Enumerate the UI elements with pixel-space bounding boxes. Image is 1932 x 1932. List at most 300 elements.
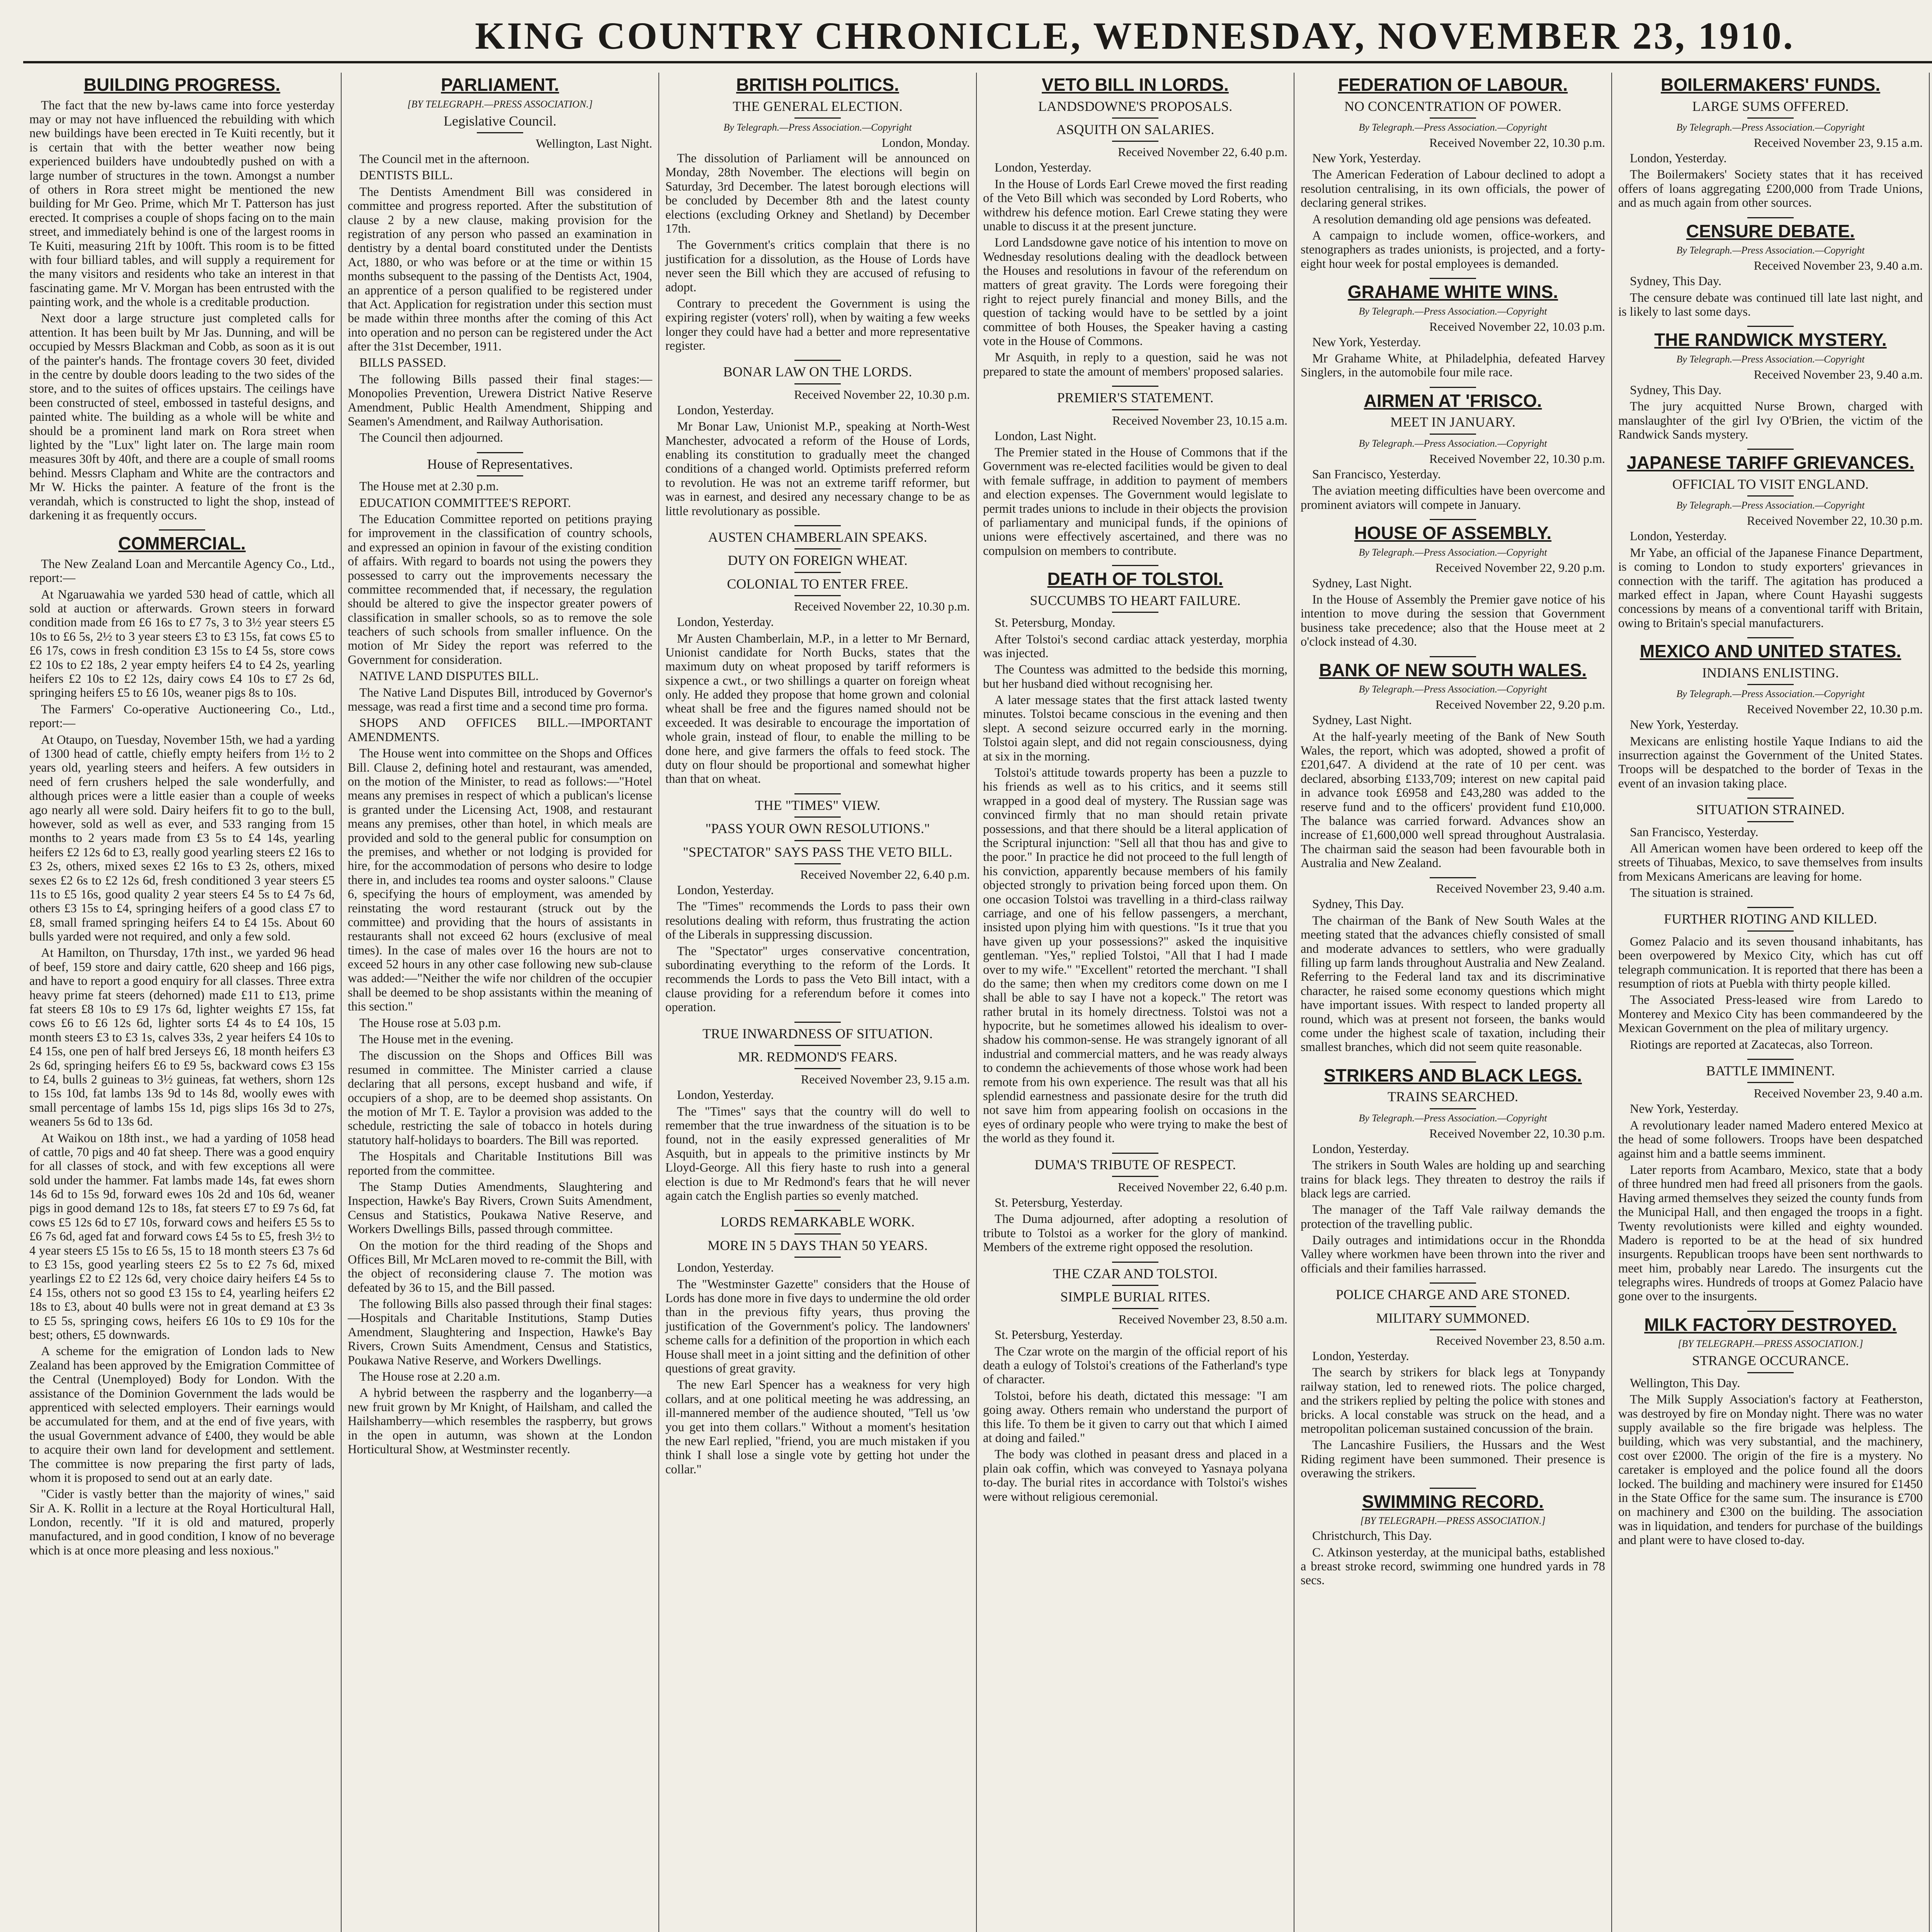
article bbox=[1618, 75, 1923, 210]
dateline: By Telegraph.—Press Association.—Copyright bbox=[723, 121, 912, 133]
received-date: Received November 22, 6.40 p.m. bbox=[800, 867, 970, 881]
article bbox=[1301, 1061, 1605, 1276]
received-date: Received November 22, 10.30 p.m. bbox=[1429, 1126, 1605, 1140]
article-headline: VETO BILL IN LORDS. bbox=[1042, 75, 1229, 95]
paragraph: Sydney, Last Night. bbox=[1312, 713, 1412, 728]
separator-rule bbox=[794, 1045, 841, 1046]
article-subheadline: THE GENERAL ELECTION. bbox=[733, 98, 903, 114]
paragraph: The "Times" recommends the Lords to pass their own resolutions dealing with reform, thus frustrating the action of the Liberals in suppressing discussion. bbox=[665, 900, 970, 942]
separator-rule bbox=[1747, 217, 1794, 218]
paragraph: Contrary to precedent the Government is using the expiring register (voters' roll), when by waiting a few weeks longer they could have had a better and more representative register. bbox=[665, 296, 970, 353]
column-1 bbox=[23, 73, 341, 1932]
paragraph: DENTISTS BILL. bbox=[359, 168, 453, 183]
paragraph: The jury acquitted Nurse Brown, charged with manslaughter of the girl Ivy O'Brien, the victim of the Randwick Sands mystery. bbox=[1618, 400, 1923, 442]
paragraph: St. Petersburg, Monday. bbox=[995, 616, 1116, 630]
paragraph: NATIVE LAND DISPUTES BILL. bbox=[359, 669, 539, 684]
separator-rule bbox=[794, 548, 841, 549]
paragraph: The chairman of the Bank of New South Wales at the meeting stated that the advances chiefly consisted of small and moderate advances to settlers, who were gradually filling up farm lands throughout Australia and New Zealand. Referring to the Federal land tax and its discriminative character, he raised some economy questions which might have important issues. With respect to landed property all round, which was at present not forseen, the banks would come under the highest scale of taxation, including their smallest branches, which did not seem quite reasonable. bbox=[1301, 913, 1605, 1054]
article-subheadline: "SPECTATOR" SAYS PASS THE VETO BILL. bbox=[683, 844, 952, 860]
article-subheadline: BONAR LAW ON THE LORDS. bbox=[723, 364, 912, 380]
dateline: [BY TELEGRAPH.—PRESS ASSOCIATION.] bbox=[1360, 1515, 1546, 1527]
separator-rule bbox=[1747, 1059, 1794, 1060]
article-headline: THE RANDWICK MYSTERY. bbox=[1654, 330, 1887, 350]
article-subheadline: "PASS YOUR OWN RESOLUTIONS." bbox=[705, 821, 930, 837]
paragraph: St. Petersburg, Yesterday. bbox=[995, 1328, 1123, 1342]
paragraph: New York, Yesterday. bbox=[1312, 151, 1421, 165]
paragraph: The House met at 2.30 p.m. bbox=[359, 480, 499, 494]
paragraph: The manager of the Taff Vale railway demands the protection of the travelling public. bbox=[1301, 1203, 1605, 1231]
paragraph: Tolstoi's attitude towards property has been a puzzle to his friends as well as to his critics, and it seems still wrapped in a good deal of mystery. The Russian sage was convinced firmly that no man should retain private possessions, and that there should be a literal application of the Scriptural injunction: "Sell all that thou has and give to the poor." In practice he did not proceed to the full length of his conviction, apparently because members of his family objected strongly to privation being forced upon them. On one occasion Tolstoi was travelling in a third-class railway carriage, and one of his fellow passengers, a merchant, insisted upon plying him with questions. "Is it true that you have given up your possessions?" asked the inquisitive gentleman. "Yes," replied Tolstoi, "All that I had I made over to my wife." "Excellent" retorted the merchant. "I shall do the same; then when my creditors come down on me I shall be able to say I have not a kopeck." The retort was rather brutal in its homely directness. Tolstoi was not a hypocrite, but he sometimes allowed his idealism to over-shadow his common-sense. He was strangely ignorant of all industrial and commercial matters, and he was ready always to condemn the achievements of those whose work had been remote from his own experience. The result was that all his splendid earnestness and passionate desire for the truth did not save him from appearing foolish on occasions in the eyes of ordinary people who were trying to make the best of the world as they found it. bbox=[983, 766, 1287, 1146]
paragraph: The American Federation of Labour declined to adopt a resolution centralising, in its own officials, the power of declaring general strikes. bbox=[1301, 168, 1605, 210]
article bbox=[1618, 1311, 1923, 1548]
received-date: Received November 23, 9.40 a.m. bbox=[1753, 1086, 1923, 1100]
article bbox=[1618, 798, 1923, 900]
paragraph: Mr Asquith, in reply to a question, said he was not prepared to state the amount of members' proposed salaries. bbox=[983, 350, 1287, 379]
separator-rule bbox=[794, 117, 841, 119]
paragraph: Lord Landsdowne gave notice of his intention to move on Wednesday resolutions dealing with the deadlock between the Houses and resolutions in favour of the referendum on matters of great gravity. The Lords were foregoing their right to reject purely financial and money Bills, and the question of tacking would have to be settled by a joint committee of both Houses, the Speaker having a casting vote in the House of Commons. bbox=[983, 236, 1287, 349]
paragraph: The Stamp Duties Amendments, Slaughtering and Inspection, Hawke's Bay Rivers, Crown Suits Amendment, Census and Statistics, Poukawa Native Reserve, and Workers Dwellings Bills, passed through committee. bbox=[348, 1180, 652, 1236]
paragraph: At Hamilton, on Thursday, 17th inst., we yarded 96 head of beef, 159 store and dairy cattle, 620 sheep and 166 pigs, and have to report a good enquiry for all classes. Three extra heavy prime fat steers (dehorned) made £11 to £13, prime fat steers £8 10s to £9 17s 6d, lighter weights £7 15s, fat cows £6 to £6 12s 6d, lighter sorts £4 4s to £4 10s, 15 month steers £3 to £3 1s, calves 33s, 2 year heifers £4 10s to £4 15s, one pen of half bred Jerseys £6, 18 month heifers £3 2s 6d, springing heifers £6 to £9 5s, backward cows £3 15s to £4, bulls 2 guineas to 3½ guineas, fat wethers, shorn 12s to 15s 10d, fat lambs 13s 9d to 14s 8d, woolly ewes with small percentage of lambs 15s 1d, pigs slips 16s 3d to 27s, weaners 5s 6d to 13s 6d. bbox=[29, 946, 335, 1129]
paragraph: London, Yesterday. bbox=[677, 1261, 774, 1275]
article-subheadline: STRANGE OCCURANCE. bbox=[1692, 1353, 1849, 1369]
paragraph: The Duma adjourned, after adopting a resolution of tribute to Tolstoi as a worker for the glory of mankind. Members of the extreme right opposed the resolution. bbox=[983, 1212, 1287, 1255]
separator-rule bbox=[1747, 1082, 1794, 1083]
paragraph: London, Yesterday. bbox=[1630, 151, 1727, 165]
article-subheadline: PREMIER'S STATEMENT. bbox=[1057, 390, 1214, 406]
paragraph: Tolstoi, before his death, dictated this message: "I am going away. Others remain who understand the purport of this life. To them be it given to carry out that which I aimed at doing and failed." bbox=[983, 1389, 1287, 1446]
paragraph: Riotings are reported at Zacatecas, also Torreon. bbox=[1630, 1037, 1873, 1052]
dateline: By Telegraph.—Press Association.—Copyright bbox=[1676, 500, 1865, 511]
article bbox=[983, 1262, 1287, 1504]
separator-rule bbox=[1747, 495, 1794, 497]
article-headline: SWIMMING RECORD. bbox=[1362, 1491, 1544, 1512]
article-headline: MEXICO AND UNITED STATES. bbox=[1639, 641, 1901, 662]
article bbox=[983, 1153, 1287, 1255]
column-4 bbox=[976, 73, 1294, 1932]
separator-rule bbox=[1112, 1308, 1158, 1309]
received-date: Received November 23, 9.40 a.m. bbox=[1753, 367, 1923, 381]
separator-rule bbox=[1112, 1262, 1158, 1263]
paragraph: The Farmers' Co-operative Auctioneering Co., Ltd., report:— bbox=[29, 702, 335, 731]
article-subheadline: MR. REDMOND'S FEARS. bbox=[738, 1049, 898, 1065]
paragraph: London, Yesterday. bbox=[995, 161, 1092, 175]
dateline: By Telegraph.—Press Association.—Copyright bbox=[1359, 684, 1547, 695]
separator-rule bbox=[794, 525, 841, 526]
paragraph: At the half-yearly meeting of the Bank of New South Wales, the report, which was adopted, showed a profit of £201,647. A dividend at the rate of 10 per cent. was declared, absorbing £133,709; interest on new capital paid in advance took £6958 and £43,280 was added to the reserve fund and to the officers' provident fund £10,000. The balance was carried forward. Advances show an increase of £1,600,000 well spread throughout Australasia. The chairman said the season had been favourable both in Australia and New Zealand. bbox=[1301, 730, 1605, 871]
paragraph: London, Yesterday. bbox=[677, 883, 774, 897]
received-date: Received November 22, 10.03 p.m. bbox=[1429, 319, 1605, 333]
paragraph: Sydney, This Day. bbox=[1630, 383, 1722, 397]
separator-rule bbox=[1430, 387, 1476, 388]
article-subheadline: THE "TIMES" VIEW. bbox=[755, 797, 881, 813]
paragraph: London, Yesterday. bbox=[677, 403, 774, 417]
separator-rule bbox=[1430, 1061, 1476, 1063]
separator-rule bbox=[1430, 1488, 1476, 1489]
paragraph: San Francisco, Yesterday. bbox=[1312, 467, 1441, 481]
separator-rule bbox=[1747, 326, 1794, 327]
paragraph: The Dentists Amendment Bill was considered in committee and progress reported. After the substitution of clause 2 by a new clause, making provision for the registration of any person who passed an examination in dentistry by a dental board constituted under the Dentists Act, 1880, or who was before or at the time or within 15 months subsequent to the passing of the Dentists Act, 1904, an apprentice of a person qualified to be registered under that Act. Application for registration under this section must be made within three months after the coming of this Act into operation and no person can be registered under the Act after the 31st December, 1911. bbox=[348, 185, 652, 354]
paragraph: A revolutionary leader named Madero entered Mexico at the head of some followers. Troops have been despatched against him and a battle seems imminent. bbox=[1618, 1118, 1923, 1161]
paragraph: The situation is strained. bbox=[1630, 886, 1753, 900]
separator-rule bbox=[1747, 798, 1794, 799]
paragraph: Mr Bonar Law, Unionist M.P., speaking at North-West Manchester, advocated a reform of the House of Lords, enabling its constitution to gradually meet the changed conditions of a changed world. Optimists preferred reform to revolution. He was not an extreme tariff reformer, but was in earnest, and desired any necessary change to be as little revolutionary as possible. bbox=[665, 420, 970, 518]
column-3 bbox=[658, 73, 976, 1932]
article-subheadline: SUCCUMBS TO HEART FAILURE. bbox=[1030, 592, 1241, 608]
received-date: Received November 22, 6.40 p.m. bbox=[1118, 145, 1287, 159]
article-headline: JAPANESE TARIFF GRIEVANCES. bbox=[1627, 452, 1914, 473]
article-headline: GRAHAME WHITE WINS. bbox=[1347, 282, 1558, 302]
paragraph: A resolution demanding old age pensions was defeated. bbox=[1312, 212, 1592, 226]
separator-rule bbox=[794, 383, 841, 384]
article bbox=[1301, 387, 1605, 512]
paragraph: Mr Yabe, an official of the Japanese Finance Department, is coming to London to study exporters' grievances in connection with the tariff. The agitation has produced a marked effect in Japan, where Count Hayashi suggests concessions by means of a conventional tariff with Britain, owing to Britain's special manufacturers. bbox=[1618, 546, 1923, 630]
article bbox=[665, 1210, 970, 1476]
article bbox=[1301, 75, 1605, 271]
paragraph: C. Atkinson yesterday, at the municipal baths, established a breast stroke record, swimming one hundred yards in 78 secs. bbox=[1301, 1545, 1605, 1588]
article bbox=[1618, 907, 1923, 1052]
article-subheadline: POLICE CHARGE AND ARE STONED. bbox=[1335, 1287, 1570, 1303]
article-subheadline: BATTLE IMMINENT. bbox=[1706, 1063, 1835, 1078]
paragraph: The strikers in South Wales are holding up and searching trains for black legs. They threaten to destroy the rails if black legs are carried. bbox=[1301, 1158, 1605, 1201]
paragraph: London, Yesterday. bbox=[1312, 1349, 1409, 1364]
article bbox=[665, 793, 970, 1015]
received-date: Received November 23, 9.40 a.m. bbox=[1753, 259, 1923, 273]
separator-rule bbox=[477, 132, 523, 133]
article-headline: AIRMEN AT 'FRISCO. bbox=[1364, 390, 1542, 411]
paragraph: A later message states that the first attack lasted twenty minutes. Tolstoi became conscious in the evening and then slept. A second seizure occurred early in the morning. Tolstoi again slept, and did not regain consciousness, dying at six in the morning. bbox=[983, 693, 1287, 764]
column-5 bbox=[1294, 73, 1611, 1932]
article bbox=[665, 1022, 970, 1203]
paragraph: In the House of Assembly the Premier gave notice of his intention to move during the session that Government business take precedence; also that the House meet at 2 o'clock instead of 4.30. bbox=[1301, 593, 1605, 649]
paragraph: Sydney, This Day. bbox=[1312, 897, 1404, 912]
article-subheadline: LORDS REMARKABLE WORK. bbox=[720, 1214, 915, 1230]
article bbox=[665, 525, 970, 786]
article bbox=[1618, 449, 1923, 630]
separator-rule bbox=[1747, 637, 1794, 638]
paragraph: The "Spectator" urges conservative concentration, subordinating everything to the reform of the Lords. It recommends the Lords to pass the Veto Bill intact, with a clause providing for a referendum before it comes into operation. bbox=[665, 944, 970, 1015]
article-subheadline: ASQUITH ON SALARIES. bbox=[1056, 121, 1214, 137]
column-6 bbox=[1611, 73, 1929, 1932]
dateline: [BY TELEGRAPH.—PRESS ASSOCIATION.] bbox=[407, 98, 593, 110]
columns bbox=[23, 73, 1932, 1932]
paragraph: At Ngaruawahia we yarded 530 head of cattle, which all sold at auction or afterwards. Grown steers in forward condition made from £6 16s to £7 7s, 3 to 3½ year steers £5 10s to £6 5s, 2½ to 3 year steers £3 to £3 15s, fat cows £5 to £6 17s, cows in fresh condition £3 15s to £4 5s, store cows £2 10s to £2 18s, 2 year empty heifers £4 to £4 2s, yearling heifers £2 10s to £2 12s, dairy cows £4 10s to £7 2s 6d, springing heifers £5 to £6 10s, weaner pigs 8s to 10s. bbox=[29, 587, 335, 700]
paragraph: A scheme for the emigration of London lads to New Zealand has been approved by the Emigration Committee of the Central (Unemployed) Body for London. With the assistance of the Dominion Government the lads would be apprenticed with selected employers. Their earnings would be accumulated for them, and at the end of five years, with the usual Government advance of £400, they would be able to acquire their own land for development and settlement. The committee is now preparing the first party of lads, whom it is proposed to send out at an early date. bbox=[29, 1344, 335, 1485]
article-subheadline: OFFICIAL TO VISIT ENGLAND. bbox=[1672, 476, 1869, 492]
article bbox=[665, 360, 970, 518]
dateline: By Telegraph.—Press Association.—Copyright bbox=[1359, 437, 1547, 449]
dateline: By Telegraph.—Press Association.—Copyright bbox=[1359, 305, 1547, 317]
article-subheadline: SIMPLE BURIAL RITES. bbox=[1060, 1289, 1210, 1304]
paragraph: The Education Committee reported on petitions praying for improvement in the classification of country schools, and expressed an opinion in favour of the existing condition of affairs. With regard to boards not using the powers they possessed to carry out the improvements necessary the committee recommended that, if necessary, the regulation should be altered to give the inspector greater powers of classification in smaller schools, so as to remove the sole teachers of such schools from smaller influence. On the motion of Mr Sidey the report was referred to the Government for consideration. bbox=[348, 512, 652, 667]
separator-rule bbox=[794, 840, 841, 841]
article bbox=[1301, 1488, 1605, 1588]
received-date: Received November 22, 10.30 p.m. bbox=[794, 387, 970, 401]
dateline: By Telegraph.—Press Association.—Copyright bbox=[1359, 546, 1547, 558]
article-headline: BRITISH POLITICS. bbox=[736, 75, 899, 95]
article bbox=[348, 75, 652, 445]
received-date: Received November 22, 9.20 p.m. bbox=[1435, 560, 1605, 575]
paragraph: The search by strikers for black legs at Tonypandy railway station, led to renewed riots. The police charged, and the strikers replied by pelting the police with stones and bricks. A local constable was struck on the head, and a metropolitan policeman sustained concussion of the brain. bbox=[1301, 1366, 1605, 1436]
separator-rule bbox=[794, 1257, 841, 1258]
separator-rule bbox=[1747, 684, 1794, 685]
separator-rule bbox=[794, 360, 841, 361]
column-7 bbox=[1929, 73, 1932, 1932]
column-2 bbox=[341, 73, 658, 1932]
dateline: By Telegraph.—Press Association.—Copyright bbox=[1359, 121, 1547, 133]
paragraph: The Milk Supply Association's factory at Featherston, was destroyed by fire on Monday night. There was no water supply available so the fire brigade was helpless. The building, which was very substantial, and the machinery, cost over £2000. The origin of the fire is a mystery. No caretaker is employed and the police found all the doors locked. The building and machinery were insured for £1450 in the State Office for the same sum. The insurance is £700 on machinery and £300 on the building. The association was in liquidation, and tenders for purchase of the buildings and plant were to have closed to-day. bbox=[1618, 1393, 1923, 1548]
paragraph: The fact that the new by-laws came into force yesterday may or may not have influenced the rebuilding with which new buildings have been erected in Te Kuiti recently, but it is certain that with the better weather now being experienced builders have undoubtedly pushed on with a large number of structures in the town. Amongst a number of others in Rora street might be mentioned the new building for Mr Geo. Prime, which Mr T. Patterson has just erected. It comprises a couple of shops facing on to the main street, and immediately behind is one of the largest rooms in Te Kuiti, measuring 21ft by 100ft. This room is to be fitted with four billiard tables, and will supply a requirement for the many visitors and residents who take an interest in that fascinating game. Mr V. Morgan has been entrusted with the painting work, and the whole is a creditable production. bbox=[29, 98, 335, 310]
article-headline: MILK FACTORY DESTROYED. bbox=[1644, 1314, 1897, 1335]
article-subheadline: COLONIAL TO ENTER FREE. bbox=[727, 576, 908, 592]
article-subheadline: AUSTEN CHAMBERLAIN SPEAKS. bbox=[708, 529, 927, 545]
paragraph: "Cider is vastly better than the majority of wines," said Sir A. K. Rollit in a lecture at the Royal Horticultural Hall, London, recently. "If it is old and matured, properly manufactured, and in good condition, I know of no beverage which is at once more pleasing and less noxious." bbox=[29, 1487, 335, 1558]
paragraph: In the House of Lords Earl Crewe moved the first reading of the Veto Bill which was seconded by Lord Roberts, who withdrew his defence motion. Earl Crewe stating they were unable to discuss it at the present juncture. bbox=[983, 177, 1287, 233]
article-subheadline: TRAINS SEARCHED. bbox=[1387, 1089, 1519, 1105]
received-date: Received November 23, 10.15 a.m. bbox=[1112, 413, 1287, 427]
paragraph: The Lancashire Fusiliers, the Hussars and the West Riding regiment have been summoned. Their presence is overawing the strikers. bbox=[1301, 1438, 1605, 1481]
received-date: Received November 23, 8.50 a.m. bbox=[1118, 1312, 1287, 1327]
paragraph: After Tolstoi's second cardiac attack yesterday, morphia was injected. bbox=[983, 632, 1287, 660]
paragraph: SHOPS AND OFFICES BILL.—IMPORTANT AMENDMENTS. bbox=[348, 716, 652, 744]
paragraph: Mr Grahame White, at Philadelphia, defeated Harvey Singlers, in the automobile four mile race. bbox=[1301, 352, 1605, 380]
separator-rule bbox=[1112, 409, 1158, 410]
paragraph: A campaign to include women, office-workers, and stenographers as trades unionists, is projected, and a forty-eight hour week for postal employees is demanded. bbox=[1301, 228, 1605, 271]
separator-rule bbox=[1747, 930, 1794, 932]
separator-rule bbox=[159, 529, 205, 531]
article-subheadline: DUMA'S TRIBUTE OF RESPECT. bbox=[1034, 1156, 1236, 1172]
separator-rule bbox=[1430, 519, 1476, 520]
article-subheadline: MILITARY SUMMONED. bbox=[1376, 1310, 1530, 1326]
article-subheadline: FURTHER RIOTING AND KILLED. bbox=[1664, 911, 1877, 927]
paragraph: The body was clothed in peasant dress and placed in a plain oak coffin, which was conveyed to Yasnaya polyana to-day. The burial rites in accordance with Tolstoi's wishes were without religious ceremonial. bbox=[983, 1447, 1287, 1504]
paragraph: San Francisco, Yesterday. bbox=[1630, 825, 1759, 839]
article bbox=[29, 529, 335, 1558]
paragraph: The dissolution of Parliament will be announced on Monday, 28th November. The elections will begin on Saturday, 3rd December. The latest borough elections will be concluded by December 8th and the latest county elections (excluding Orkney and Shetland) by December 17th. bbox=[665, 151, 970, 236]
separator-rule bbox=[1112, 612, 1158, 613]
paragraph: The House rose at 2.20 a.m. bbox=[359, 1370, 500, 1384]
paragraph: The New Zealand Loan and Mercantile Agency Co., Ltd., report:— bbox=[29, 557, 335, 585]
paragraph: London, Last Night. bbox=[995, 429, 1097, 443]
paragraph: Wellington, This Day. bbox=[1630, 1376, 1740, 1390]
separator-rule bbox=[1430, 1108, 1476, 1109]
separator-rule bbox=[1430, 656, 1476, 657]
paragraph: Sydney, Last Night. bbox=[1312, 576, 1412, 590]
article-subheadline: LANDSDOWNE'S PROPOSALS. bbox=[1038, 98, 1233, 114]
paragraph: Gomez Palacio and its seven thousand inhabitants, has been overpowered by Mexico City, which has cut off telegraph communication. It is reported that there has been a resumption of riots at Puebla with thirty people killed. bbox=[1618, 934, 1923, 991]
article-subheadline: SITUATION STRAINED. bbox=[1696, 802, 1845, 818]
separator-rule bbox=[794, 595, 841, 596]
separator-rule bbox=[1430, 1329, 1476, 1330]
paragraph: New York, Yesterday. bbox=[1630, 718, 1739, 732]
separator-rule bbox=[1112, 386, 1158, 387]
separator-rule bbox=[794, 816, 841, 818]
received-date: Received November 22, 9.20 p.m. bbox=[1435, 697, 1605, 712]
paragraph: The "Westminster Gazette" considers that the House of Lords has done more in five days to undermine the old order than in the previous fifty years, thus proving the justification of the Government's policy. The landowners' scheme calls for a definition of the proportion in which each House shall meet in a joint sitting and the definition of other questions of great gravity. bbox=[665, 1277, 970, 1376]
paragraph: At Otaupo, on Tuesday, November 15th, we had a yarding of 1300 head of cattle, chiefly empty heifers from 1½ to 2 years old, yearling steers and heifers. A few outsiders in need of fern crushers helped the sale wonderfully, and although prices were a little easier than a couple of weeks ago nearly all were sold. Dairy heifers fit to go to the bull, however, sold as well as ever, and 533 ranging from 15 months to 2 years made from £3 5s to £4 14s, yearling heifers £2 12s 6d to £3, really good yearling steers £2 16s to £3 2s, others, mixed sexes £2 16s to £3 2s, others, mixed sexes £2 6s to £2 12s 6d, fresh conditioned 3 year steers £5 11s to £5 16s, good quality 2 year steers £4 5s to £4 7s 6d, others £3 15s to £4, springing heifers of a good class £7 to £8, small framed springing heifers £4 to £4 15s. About 60 bulls yarded were not required, and only a few sold. bbox=[29, 733, 335, 944]
article-subheadline: INDIANS ENLISTING. bbox=[1702, 665, 1839, 680]
paragraph: The Boilermakers' Society states that it has received offers of loans aggregating £200,000 from Trade Unions, and as much again from other sources. bbox=[1618, 168, 1923, 210]
article-headline: HOUSE OF ASSEMBLY. bbox=[1354, 523, 1552, 543]
paragraph: The Council then adjourned. bbox=[359, 431, 503, 445]
article bbox=[1618, 217, 1923, 319]
separator-rule bbox=[1430, 1282, 1476, 1284]
paragraph: At Waikou on 18th inst., we had a yarding of 1058 head of cattle, 70 pigs and 40 fat sheep. There was a good enquiry for all classes of stock, and with few exceptions all were sold under the hammer. Fat lambs made 14s, fat ewes shorn 14s 6d to 15s 9d, forward ewes 10s 2d and 10s 6d, weaner pigs in good demand 12s to 18s, fat steers £7 to £9 7s 6d, fat cows £5 12s 6d to £7 10s, forward cows and heifers £5 5s to £6 7s 6d, aged fat and forward cows £4 5s to £5, fresh 3½ to 4 year steers £5 15s to £6 5s, 15 to 18 month steers £3 7s 6d to £3 15s, good yearling steers £2 5s to £2 7s 6d, mixed yearlings £2 to £2 12s 6d, very choice dairy heifers £4 5s to £4 15s, others not so good £3 15s to £4, yearling heifers £2 18s to £3, about 40 bulls were not in great demand at £3 3s to £5 5s, springing cows, heifers £6 10s to £9 10s for the best; others, £5 downwards. bbox=[29, 1131, 335, 1342]
received-date: Wellington, Last Night. bbox=[536, 136, 652, 150]
paragraph: A hybrid between the raspberry and the loganberry—a new fruit grown by Mr Knight, of Hailsham, and called the Hailshamberry—which resembles the raspberry, but grows in the open in autumn, was shown at the London Horticultural Show, at Westminster recently. bbox=[348, 1386, 652, 1456]
paragraph: The Council met in the afternoon. bbox=[359, 152, 530, 166]
paragraph: Later reports from Acambaro, Mexico, state that a body of three hundred men had freed all prisoners from the gaols. Having armed themselves they seized the county funds from the Municipal Hall, and then engaged the troops in a fight. Twenty revolutionists were killed and eighty wounded. Madero is reported to be at the head of six hundred insurgents. Republican troops have been sent northwards to meet him, probably near Laredo. The insurgents cut the telegraphs wires. Hundreds of troops at Gomez Palacio have gone over to the insurgents. bbox=[1618, 1163, 1923, 1304]
article bbox=[665, 75, 970, 353]
article-subheadline: House of Representatives. bbox=[427, 456, 573, 472]
dateline: [BY TELEGRAPH.—PRESS ASSOCIATION.] bbox=[1678, 1338, 1863, 1350]
article-headline: BOILERMAKERS' FUNDS. bbox=[1660, 75, 1881, 95]
dateline: By Telegraph.—Press Association.—Copyright bbox=[1676, 245, 1865, 256]
separator-rule bbox=[477, 452, 523, 453]
received-date: Received November 22, 10.30 p.m. bbox=[794, 599, 970, 614]
article-headline: BUILDING PROGRESS. bbox=[83, 75, 281, 95]
dateline: By Telegraph.—Press Association.—Copyright bbox=[1676, 688, 1865, 700]
dateline: By Telegraph.—Press Association.—Copyright bbox=[1676, 353, 1865, 365]
separator-rule bbox=[1112, 141, 1158, 142]
paragraph: Christchurch, This Day. bbox=[1312, 1529, 1432, 1543]
separator-rule bbox=[1747, 1372, 1794, 1373]
paragraph: The "Times" says that the country will do well to remember that the true inwardness of the situation is to be found, not in the easily expressed generalities of Mr Asquith, but in appeals to the primitive instincts by Mr Lloyd-George. All this fiery haste to rush into a general election is due to Mr Redmond's fears that he will never again catch the English parties so evenly matched. bbox=[665, 1104, 970, 1203]
article bbox=[348, 452, 652, 1457]
paragraph: The House rose at 5.03 p.m. bbox=[359, 1016, 501, 1030]
paragraph: London, Yesterday. bbox=[1630, 529, 1727, 544]
received-date: Received November 23, 9.40 a.m. bbox=[1436, 881, 1605, 896]
paragraph: The Native Land Disputes Bill, introduced by Governor's message, was read a first time and a second time pro forma. bbox=[348, 685, 652, 714]
article bbox=[1618, 1059, 1923, 1304]
separator-rule bbox=[1112, 117, 1158, 119]
paragraph: Daily outrages and intimidations occur in the Rhondda Valley where workmen have been thrown into the river and officials and their families harrassed. bbox=[1301, 1233, 1605, 1276]
article bbox=[1301, 656, 1605, 871]
dateline: By Telegraph.—Press Association.—Copyright bbox=[1676, 121, 1865, 133]
paragraph: London, Yesterday. bbox=[1312, 1142, 1409, 1156]
paragraph: Mexicans are enlisting hostile Yaque Indians to aid the insurrection against the Government of the United States. Troops will be despatched to the border of Texas in the event of an invasion taking place. bbox=[1618, 734, 1923, 791]
paragraph: All American women have been ordered to keep off the streets of Tihuabas, Mexico, to save themselves from insults from Mexicans Americans are leaving for home. bbox=[1618, 841, 1923, 884]
received-date: Received November 23, 8.50 a.m. bbox=[1436, 1333, 1605, 1348]
separator-rule bbox=[1747, 907, 1794, 908]
paragraph: New York, Yesterday. bbox=[1312, 335, 1421, 349]
separator-rule bbox=[1430, 434, 1476, 435]
received-date: Received November 23, 9.15 a.m. bbox=[801, 1072, 970, 1087]
paragraph: On the motion for the third reading of the Shops and Offices Bill, Mr McLaren moved to re-commit the Bill, with the object of reconsidering clause 7. The motion was defeated by 36 to 15, and the Bill passed. bbox=[348, 1238, 652, 1295]
masthead-rule bbox=[23, 61, 1932, 63]
separator-rule bbox=[794, 793, 841, 794]
paragraph: Next door a large structure just completed calls for attention. It has been built by Mr Jas. Dunning, and will be occupied by Messrs Blackman and Cobb, as soon as it is out of the painter's hands. The frontage covers 30 feet, divided in the centre by double doors leading to the two sides of the store, and to the suites of offices upstairs. The ceilings have been constructed of steel, embossed in tasteful designs, and painted white. The building as a whole will be white and should be a prominent land mark on Rora street when lighted by the "Lux" light later on. The large main room measures 30ft by 40ft, and there are a couple of small rooms behind. Messrs Clapham and White are the contractors and Mr W. Hicks the painter. A feature of the front is the verandah, which is constructed to light the shop, instead of darkening it as frequently occurs. bbox=[29, 311, 335, 522]
article-subheadline: Legislative Council. bbox=[444, 113, 556, 129]
article-subheadline: MEET IN JANUARY. bbox=[1390, 414, 1515, 430]
separator-rule bbox=[794, 863, 841, 864]
article bbox=[1618, 637, 1923, 791]
article-subheadline: THE CZAR AND TOLSTOI. bbox=[1053, 1265, 1218, 1281]
received-date: Received November 22, 10.30 p.m. bbox=[1747, 514, 1923, 528]
paragraph: London, Yesterday. bbox=[677, 615, 774, 629]
separator-rule bbox=[1430, 117, 1476, 119]
article bbox=[1301, 1282, 1605, 1480]
paragraph: The House met in the evening. bbox=[359, 1032, 514, 1047]
received-date: Received November 23, 9.15 a.m. bbox=[1753, 135, 1923, 150]
separator-rule bbox=[1430, 877, 1476, 878]
separator-rule bbox=[794, 1233, 841, 1235]
separator-rule bbox=[794, 1022, 841, 1023]
masthead-title: KING COUNTRY CHRONICLE, WEDNESDAY, NOVEMBER 23, 1910. bbox=[475, 14, 1795, 57]
paragraph: EDUCATION COMMITTEE'S REPORT. bbox=[359, 496, 571, 510]
separator-rule bbox=[1112, 1153, 1158, 1154]
paragraph: The following Bills passed their final stages:—Monopolies Prevention, Urewera District Native Reserve Amendment, Public Health Amendment, Shipping and Seamen's Amendment, and Railway Authorisation. bbox=[348, 372, 652, 429]
paragraph: The new Earl Spencer has a weakness for very high collars, and at one political meeting he was addressing, an ill-mannered member of the audience shouted, "Tell us 'ow you get into them collars." Without a moment's hesitation the new Earl replied, "friend, you are much mistaken if you think I shall lose a single vote by getting hot under the collar." bbox=[665, 1378, 970, 1476]
masthead bbox=[23, 12, 1932, 58]
paragraph: Mr Austen Chamberlain, M.P., in a letter to Mr Bernard, Unionist candidate for North Bucks, states that the maximum duty on wheat proposed by tariff reformers is sixpence a cwt., or two shillings a quarter on foreign wheat only. He added they propose that home grown and colonial wheat shall be free and the figures named should not be exceeded. It was desirable to encourage the importation of whole grain, instead of flour, to enable the milling to be done here, and give farmers the offals to feed stock. The duty on flour should be proportional and somewhat higher than that on wheat. bbox=[665, 631, 970, 786]
article bbox=[1301, 877, 1605, 1054]
separator-rule bbox=[1112, 1176, 1158, 1177]
paragraph: Sydney, This Day. bbox=[1630, 274, 1722, 289]
received-date: London, Monday. bbox=[881, 135, 970, 150]
paragraph: The Czar wrote on the margin of the official report of his death a eulogy of Tolstoi's creations of the Fatherland's type of character. bbox=[983, 1344, 1287, 1387]
separator-rule bbox=[1430, 278, 1476, 279]
paragraph: The censure debate was continued till late last night, and is likely to last some days. bbox=[1618, 291, 1923, 319]
article bbox=[983, 386, 1287, 558]
separator-rule bbox=[1747, 1311, 1794, 1312]
paragraph: The Hospitals and Charitable Institutions Bill was reported from the committee. bbox=[348, 1150, 652, 1178]
article bbox=[1618, 326, 1923, 442]
article-subheadline: LARGE SUMS OFFERED. bbox=[1692, 98, 1849, 114]
article bbox=[983, 75, 1287, 379]
article bbox=[29, 75, 335, 522]
article bbox=[983, 565, 1287, 1145]
article-headline: STRIKERS AND BLACK LEGS. bbox=[1324, 1065, 1582, 1085]
separator-rule bbox=[1747, 117, 1794, 119]
article-subheadline: NO CONCENTRATION OF POWER. bbox=[1344, 98, 1561, 114]
separator-rule bbox=[1112, 565, 1158, 566]
dateline: By Telegraph.—Press Association.—Copyright bbox=[1359, 1112, 1547, 1124]
separator-rule bbox=[1112, 1285, 1158, 1286]
paragraph: The Countess was admitted to the bedside this morning, but her husband died without recognising her. bbox=[983, 663, 1287, 691]
separator-rule bbox=[794, 1210, 841, 1211]
paragraph: St. Petersburg, Yesterday. bbox=[995, 1196, 1123, 1210]
received-date: Received November 22, 10.30 p.m. bbox=[1429, 135, 1605, 150]
paragraph: BILLS PASSED. bbox=[359, 356, 446, 370]
received-date: Received November 22, 10.30 p.m. bbox=[1429, 451, 1605, 466]
article-headline: CENSURE DEBATE. bbox=[1686, 221, 1855, 241]
paragraph: The House went into committee on the Shops and Offices Bill. Clause 2, defining hotel and restaurant, was amended, on the motion of the Minister, to read as follows:—"Hotel means any premises in respect of which a publican's license is granted under the Licensing Act, 1908, and restaurant means any premises, other than hotel, in which meals are provided and sold to the general public for consumption on the premises, and whether or not lodging is provided for hire, for the accommodation of persons who desire to lodge there in, and includes tea rooms and oyster saloons." Clause 6, specifying the hours of employment, was amended by reinstating the word restaurant (struck out by the committee) and providing that the hours of assistants in restaurants shall not exceed 62 hours (exclusive of meal times). In the case of males over 16 the hours are not to exceed 52 hours in any other case following new sub-clause was added:—"Neither the wife nor children of the occupier shall be deemed to be shop assistants within the meaning of this section." bbox=[348, 747, 652, 1014]
article bbox=[1301, 519, 1605, 649]
paragraph: New York, Yesterday. bbox=[1630, 1102, 1739, 1116]
article-headline: COMMERCIAL. bbox=[118, 533, 246, 554]
paragraph: London, Yesterday. bbox=[677, 1088, 774, 1102]
paragraph: The Government's critics complain that there is no justification for a dissolution, as the House of Lords have never seen the Bill which they are accused of refusing to adopt. bbox=[665, 238, 970, 294]
separator-rule bbox=[794, 572, 841, 573]
separator-rule bbox=[477, 475, 523, 476]
article-subheadline: MORE IN 5 DAYS THAN 50 YEARS. bbox=[707, 1237, 928, 1253]
received-date: Received November 22, 10.30 p.m. bbox=[1747, 702, 1923, 716]
separator-rule bbox=[1747, 449, 1794, 450]
separator-rule bbox=[1747, 821, 1794, 822]
article-headline: DEATH OF TOLSTOI. bbox=[1047, 569, 1223, 589]
paragraph: The aviation meeting difficulties have been overcome and prominent aviators will compete in January. bbox=[1301, 484, 1605, 512]
article-headline: PARLIAMENT. bbox=[441, 75, 559, 95]
paragraph: The discussion on the Shops and Offices Bill was resumed in committee. The Minister carried a clause declaring that all persons, except husband and wife, if occupiers of a shop, are to be deemed shop assistants. On the motion of Mr T. E. Taylor a provision was added to the schedule, restricting the sale of tobacco in hotels during statutory half-holidays to boarders. The Bill was reported. bbox=[348, 1049, 652, 1147]
article-headline: FEDERATION OF LABOUR. bbox=[1338, 75, 1568, 95]
separator-rule bbox=[794, 1068, 841, 1069]
article-subheadline: DUTY ON FOREIGN WHEAT. bbox=[728, 553, 908, 568]
received-date: Received November 22, 6.40 p.m. bbox=[1118, 1180, 1287, 1194]
paragraph: The Premier stated in the House of Commons that if the Government was re-elected facilities would be given to deal with female suffrage, in addition to payment of members and election expenses. The Government would legislate to permit trades unions to include in their objects the provision of parliamentary and municipal funds, if the opinions of unions were effectively ascertained, and there was no compulsion on members to contribute. bbox=[983, 446, 1287, 558]
article bbox=[1301, 278, 1605, 380]
article-headline: BANK OF NEW SOUTH WALES. bbox=[1319, 660, 1587, 680]
separator-rule bbox=[1430, 1306, 1476, 1307]
